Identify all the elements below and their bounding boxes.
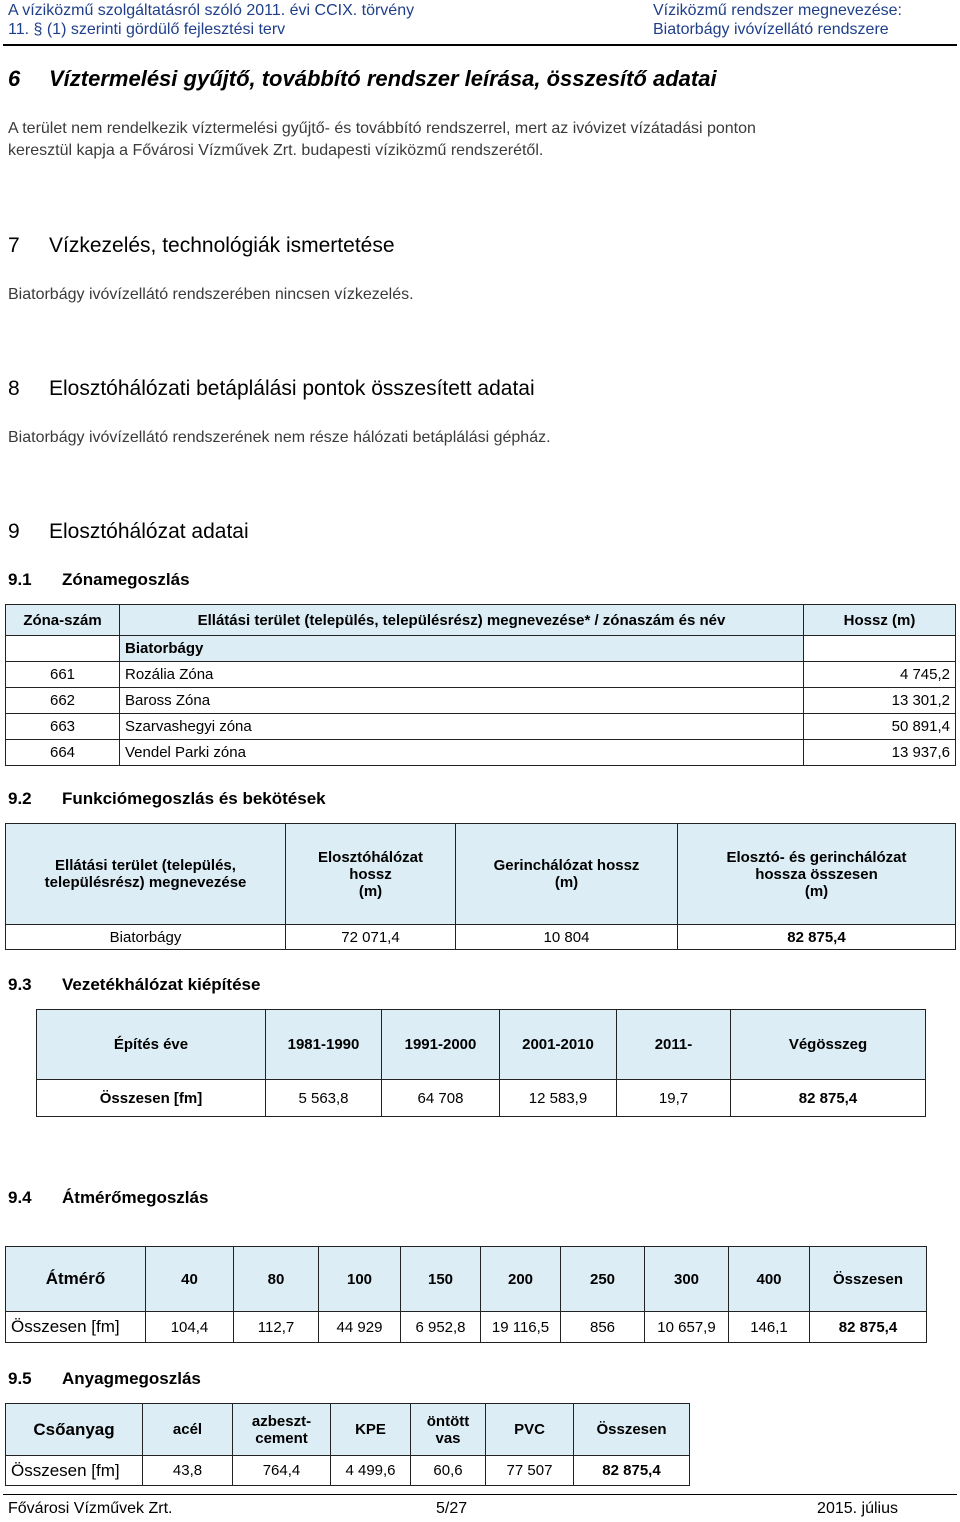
section-9-1-heading: 9.1 Zónamegoszlás [8, 570, 190, 589]
zone-table [5, 604, 956, 766]
zone-col-area: Ellátási terület (település, településrész) megnevezése* / zónaszám és név [120, 605, 804, 636]
section-8-paragraph: Biatorbágy ivóvízellátó rendszerének nem része hálózati betáplálási gépház. [8, 429, 551, 446]
table-row: 664 Vendel Parki zóna 13 937,6 [6, 740, 956, 766]
section-6-heading: 6 Víztermelési gyűjtő, továbbító rendszer leírása, összesítő adatai [8, 66, 717, 91]
section-9-4-heading: 9.4 Átmérőmegoszlás [8, 1188, 209, 1207]
header-divider [3, 44, 957, 46]
section-9-1-title: Zónamegoszlás [62, 570, 190, 589]
section-8-title: Elosztóhálózati betáplálási pontok összesített adatai [49, 377, 535, 400]
section-9-title: Elosztóhálózat adatai [49, 520, 249, 543]
header-law-title: A víziközmű szolgáltatásról szóló 2011. évi CCIX. törvény [8, 2, 415, 19]
material-table-header: Csőanyag acél azbeszt- cement KPE öntött vas PVC Összesen [6, 1404, 690, 1456]
table-row: Összesen [fm] 43,8 764,4 4 499,6 60,6 77 507 82 875,4 [6, 1456, 690, 1486]
header-system-name: Biatorbágy ivóvízellátó rendszere [653, 21, 889, 38]
header-left [8, 1, 414, 39]
section-7-title: Vízkezelés, technológiák ismertetése [49, 234, 395, 257]
header-right [653, 1, 902, 39]
function-col-trunk: Gerinchálózat hossz (m) [456, 824, 678, 925]
construction-table [36, 1009, 926, 1117]
header-system-label: Víziközmű rendszer megnevezése: [653, 2, 902, 19]
function-col-total: Elosztó- és gerinchálózat hossza összesen (m) [678, 824, 956, 925]
section-9-5-heading: 9.5 Anyagmegoszlás [8, 1369, 201, 1388]
function-col-area: Ellátási terület (település, településrész) megnevezése [6, 824, 286, 925]
section-9-2-heading: 9.2 Funkciómegoszlás és bekötések [8, 789, 326, 808]
zone-group-label: Biatorbágy [120, 636, 804, 662]
function-table [5, 823, 956, 950]
section-6-title: Víztermelési gyűjtő, továbbító rendszer leírása, összesítő adatai [49, 66, 717, 91]
diameter-table-header: Átmérő 40 80 100 150 200 250 300 400 Összesen [6, 1247, 927, 1312]
footer-divider [3, 1494, 957, 1495]
section-9-3-heading: 9.3 Vezetékhálózat kiépítése [8, 975, 261, 994]
footer-date: 2015. július [817, 1500, 898, 1517]
material-table [5, 1403, 690, 1486]
footer-page-number: 5/27 [436, 1500, 468, 1517]
zone-col-number: Zóna-szám [6, 605, 120, 636]
section-9-4-title: Átmérőmegoszlás [62, 1188, 209, 1207]
section-9-heading: 9 Elosztóhálózat adatai [8, 520, 249, 543]
zone-col-length: Hossz (m) [804, 605, 956, 636]
table-row: 663 Szarvashegyi zóna 50 891,4 [6, 714, 956, 740]
construction-table-header: Építés éve 1981-1990 1991-2000 2001-2010 2011- Végösszeg [37, 1010, 926, 1080]
table-row: Összesen [fm] 104,4 112,7 44 929 6 952,8 19 116,5 856 10 657,9 146,1 82 875,4 [6, 1312, 927, 1343]
footer-company: Fővárosi Vízművek Zrt. [8, 1500, 173, 1517]
section-6-paragraph: A terület nem rendelkezik víztermelési gyűjtő- és továbbító rendszerrel, mert az ivóvizet vízátadási ponton keresztül kapja a Fővárosi Vízművek Zrt. budapesti víziközmű rendszerétől. [8, 120, 756, 159]
table-row: 662 Baross Zóna 13 301,2 [6, 688, 956, 714]
section-9-3-title: Vezetékhálózat kiépítése [62, 975, 261, 994]
function-col-distribution: Elosztóhálózat hossz (m) [286, 824, 456, 925]
section-9-2-title: Funkciómegoszlás és bekötések [62, 789, 326, 808]
header-plan-title: 11. § (1) szerinti gördülő fejlesztési terv [8, 21, 286, 38]
diameter-table [5, 1246, 927, 1343]
section-7-heading: 7 Vízkezelés, technológiák ismertetése [8, 234, 395, 257]
zone-table-header [6, 605, 956, 636]
table-row: Biatorbágy 72 071,4 10 804 82 875,4 [6, 925, 956, 950]
section-7-paragraph: Biatorbágy ivóvízellátó rendszerében nincsen vízkezelés. [8, 286, 414, 303]
section-8-heading: 8 Elosztóhálózati betáplálási pontok összesített adatai [8, 377, 535, 400]
function-table-header [6, 824, 956, 925]
table-row: 661 Rozália Zóna 4 745,2 [6, 662, 956, 688]
zone-group-row [6, 636, 956, 662]
table-row: Összesen [fm] 5 563,8 64 708 12 583,9 19,7 82 875,4 [37, 1080, 926, 1117]
section-9-5-title: Anyagmegoszlás [62, 1369, 201, 1388]
